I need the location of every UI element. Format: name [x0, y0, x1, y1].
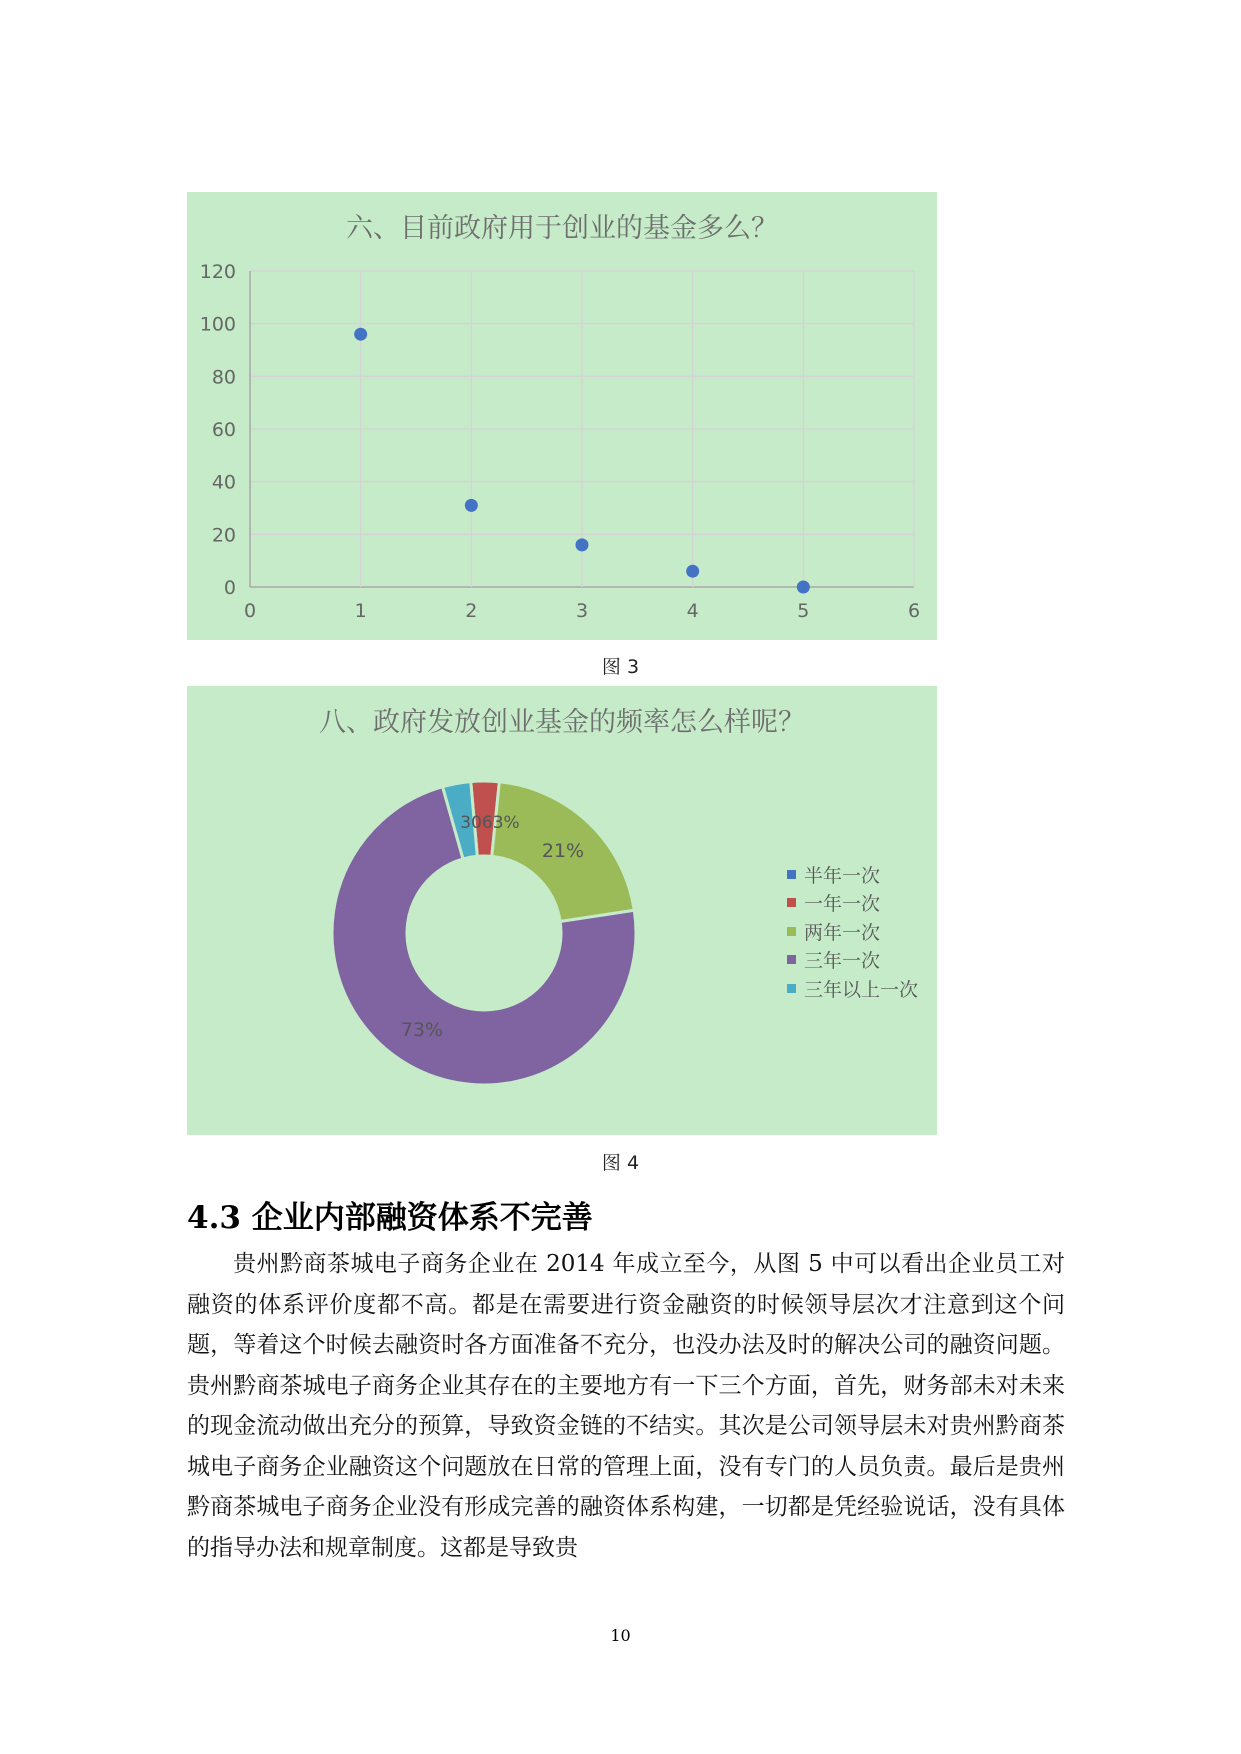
donut-overlapping-label: 3063% — [460, 813, 520, 833]
scatter-point — [354, 328, 367, 341]
scatter-chart — [187, 192, 937, 640]
page-number: 10 — [610, 1626, 631, 1645]
section-heading: 4.3 企业内部融资体系不完善 — [187, 1200, 593, 1236]
figure-3-caption: 图 3 — [601, 656, 640, 678]
donut-data-label: 21% — [541, 840, 585, 863]
legend-label: 两年一次 — [804, 921, 881, 944]
body-paragraph: 贵州黔商茶城电子商务企业在 2014 年成立至今，从图 5 中可以看出企业员工对融资的体系评价度都不高。都是在需要进行资金融资的时候领导层次才注意到这个问题，等着这个时候去融资时各方面准备不充分，也没办法及时的解决公司的融资问题。贵州黔商茶城电子商务企业其存在的主要地方有一下三个方面，首先，财务部未对未来的现金流动做出充分的预算，导致资金链的不结实。其次是公司领导层未对贵州黔商茶城电子商务企业融资这个问题放在日常的管理上面，没有专门的人员负责。最后是贵州黔商茶城电子商务企业没有形成完善的融资体系构建，一切都是凭经验说话，没有具体的指导办法和规章制度。这都是导致贵 — [187, 1251, 1065, 1561]
figure-4-caption: 图 4 — [601, 1152, 640, 1174]
y-tick-label: 0 — [223, 577, 236, 599]
y-tick-label: 100 — [199, 313, 236, 336]
legend-label: 三年以上一次 — [804, 978, 919, 1001]
y-tick-label: 120 — [199, 261, 236, 283]
x-tick-label: 3 — [575, 600, 589, 622]
legend-swatch — [787, 870, 796, 879]
legend-swatch — [787, 898, 796, 907]
legend-label: 半年一次 — [804, 864, 881, 887]
donut-chart-title: 八、政府发放创业基金的频率怎么样呢？ — [319, 707, 805, 738]
scatter-point — [686, 565, 699, 578]
legend-entry — [787, 946, 918, 975]
scatter-plot-area — [187, 192, 937, 640]
legend-entry — [787, 860, 918, 889]
legend-label: 三年一次 — [804, 950, 881, 973]
x-tick-label: 6 — [907, 600, 921, 622]
donut-chart — [187, 686, 937, 1135]
scatter-point — [465, 499, 478, 512]
y-tick-label: 60 — [211, 419, 236, 441]
legend-entry — [787, 889, 918, 918]
scatter-point — [576, 538, 589, 551]
scatter-chart-title: 六、目前政府用于创业的基金多么？ — [346, 213, 778, 244]
y-tick-label: 40 — [211, 471, 236, 494]
x-tick-label: 0 — [243, 600, 257, 622]
y-tick-label: 20 — [211, 524, 236, 547]
donut-legend — [787, 860, 918, 1003]
x-tick-label: 4 — [686, 600, 699, 622]
x-tick-label: 2 — [465, 600, 478, 622]
legend-swatch — [787, 984, 796, 993]
legend-swatch — [787, 955, 796, 964]
x-tick-label: 5 — [797, 600, 810, 622]
legend-entry — [787, 974, 918, 1003]
y-tick-label: 80 — [211, 366, 236, 389]
donut-data-label: 73% — [400, 1019, 444, 1042]
legend-entry — [787, 917, 918, 946]
scatter-point — [797, 581, 810, 594]
legend-label: 一年一次 — [804, 893, 881, 916]
legend-swatch — [787, 927, 796, 936]
x-tick-label: 1 — [354, 600, 367, 622]
